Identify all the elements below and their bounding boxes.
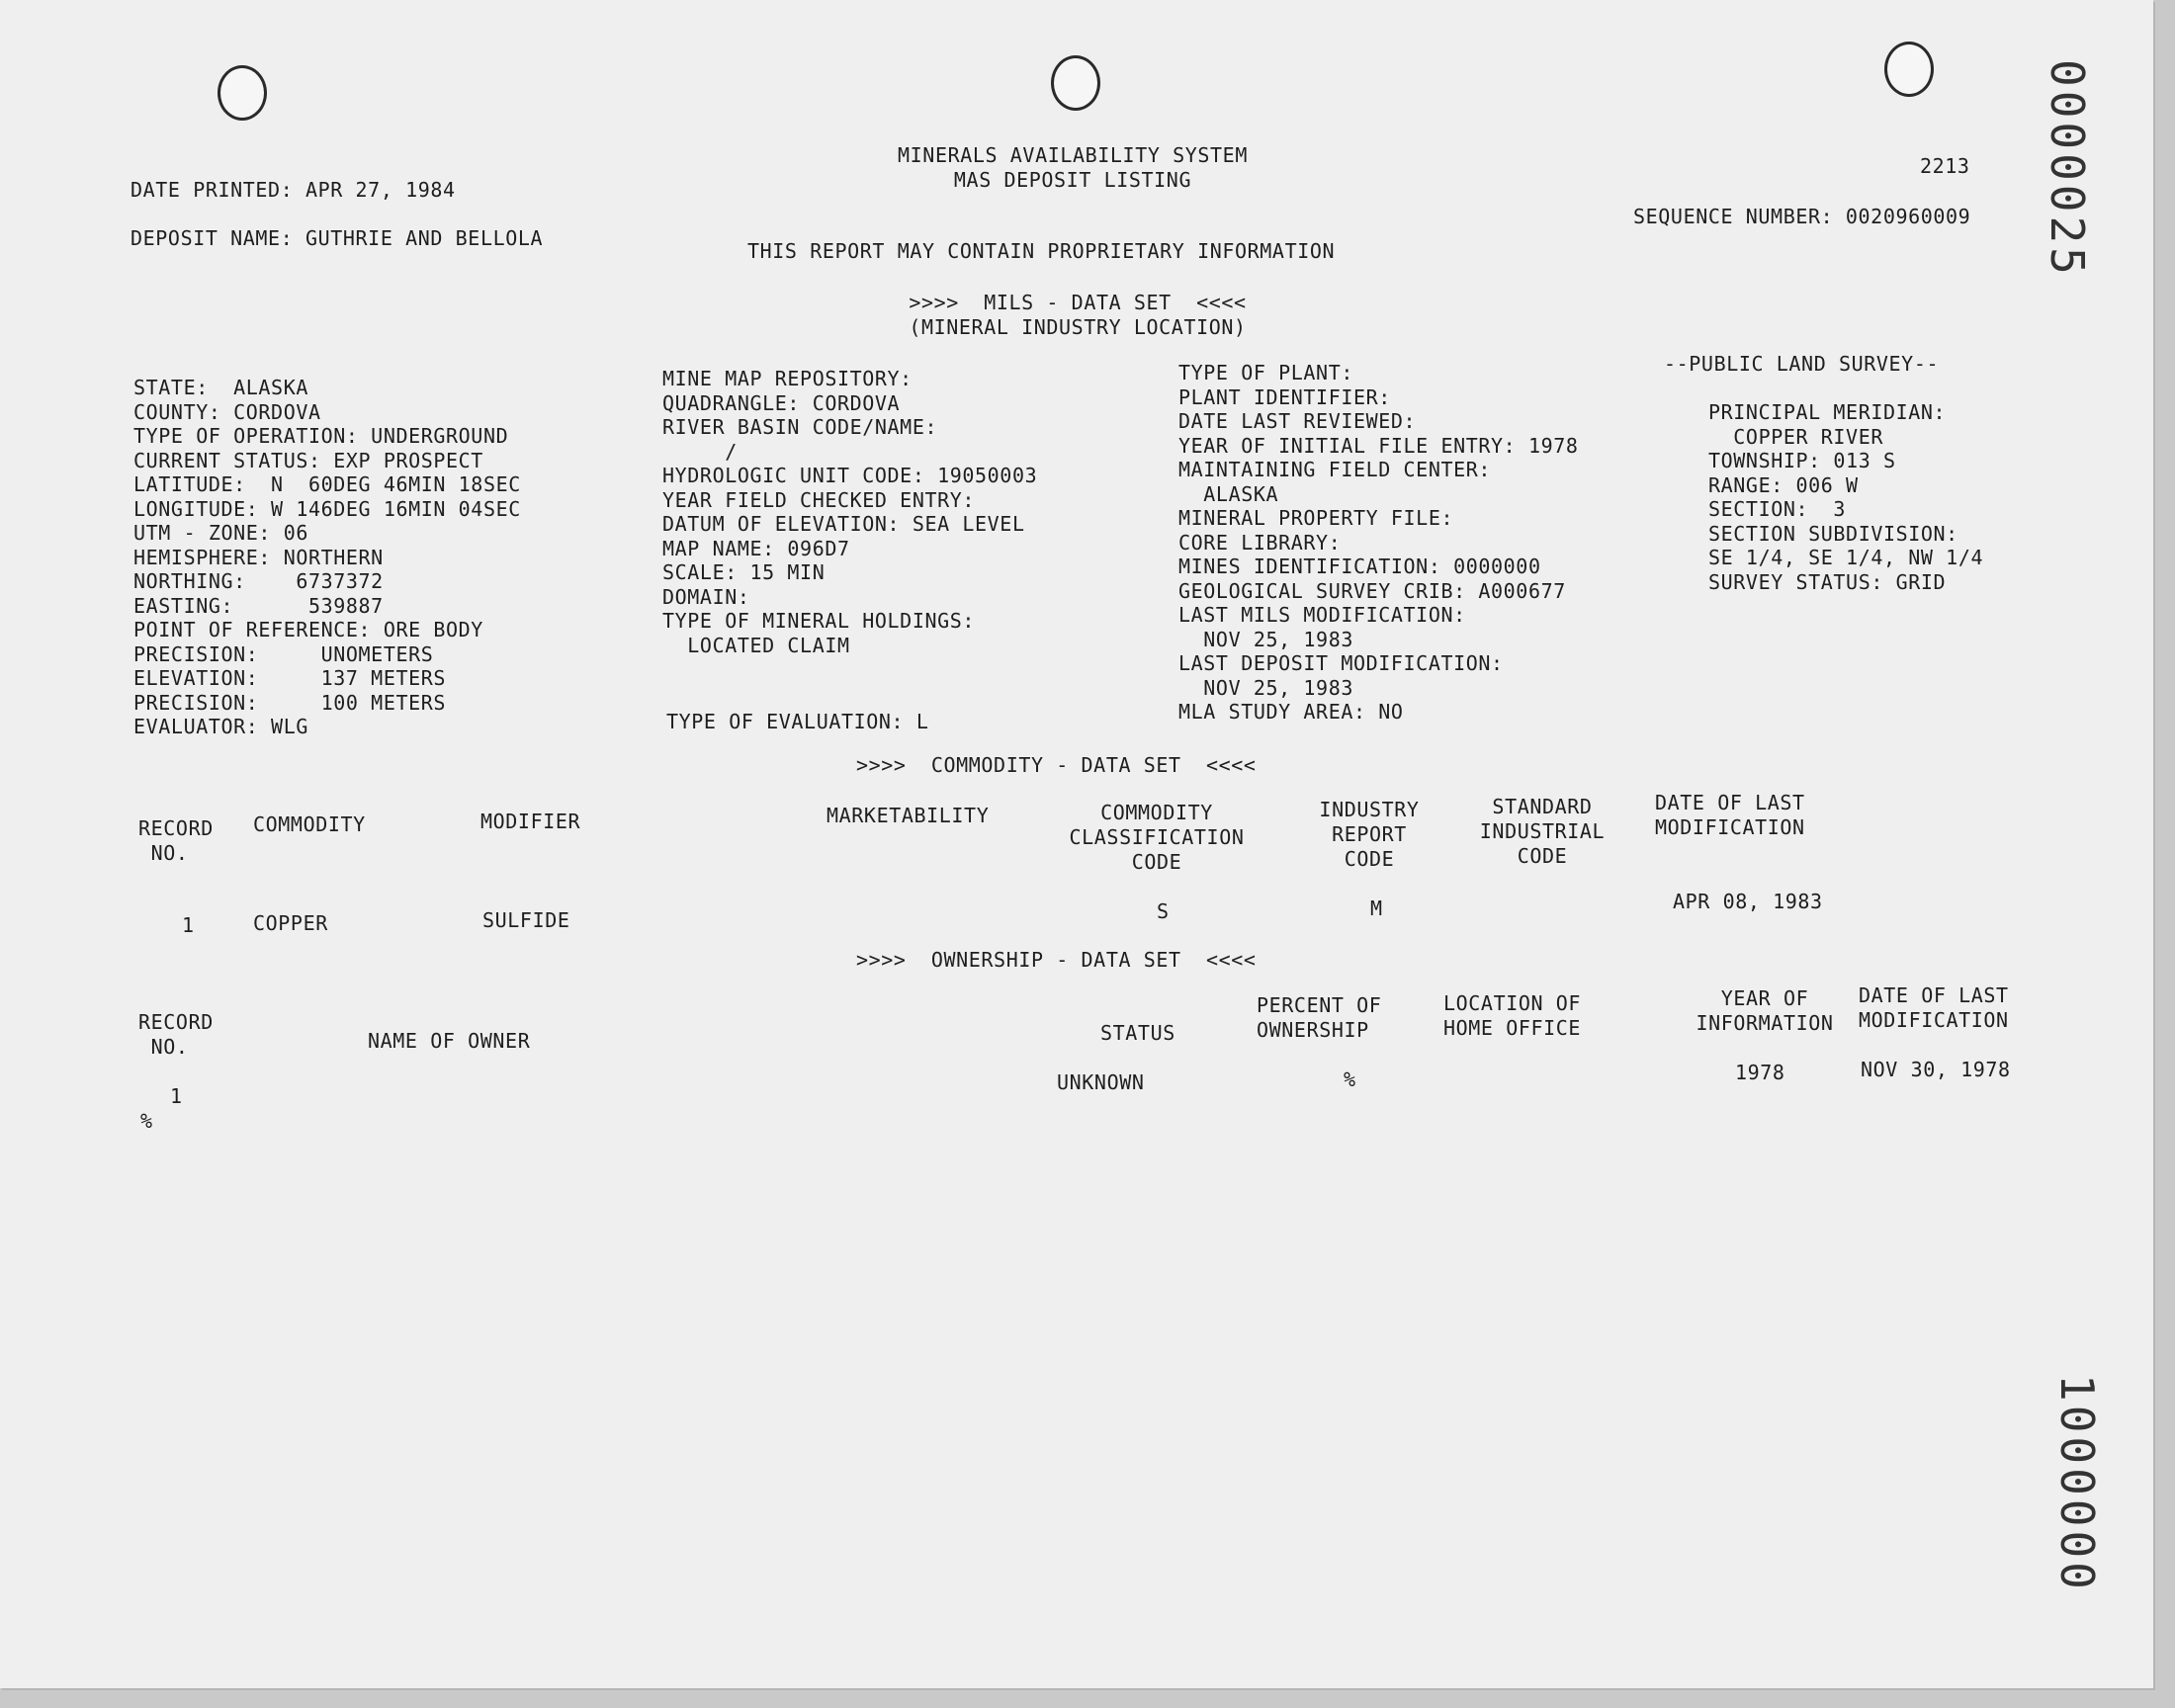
field-plant-identifier: PLANT IDENTIFIER: [1178,384,1391,409]
field-principal-meridian-value: COPPER RIVER [1708,424,1883,449]
field-date-last-reviewed: DATE LAST REVIEWED: [1178,409,1417,433]
deposit-name: DEPOSIT NAME: GUTHRIE AND BELLOLA [130,226,544,250]
field-principal-meridian: PRINCIPAL MERIDIAN: [1708,400,1947,424]
field-hemisphere: HEMISPHERE: NORTHERN [133,545,384,569]
ownership-header-record-no: RECORD NO. [138,1010,214,1059]
field-geological-survey-crib: GEOLOGICAL SURVEY CRIB: A000677 [1178,578,1566,603]
field-easting: EASTING: 539887 [133,593,384,618]
mils-section-subtitle: (MINERAL INDUSTRY LOCATION) [909,315,1247,339]
field-mineral-holdings-value: LOCATED CLAIM [662,633,850,657]
page-number: 2213 [1920,154,1970,178]
field-precision-1: PRECISION: UNOMETERS [133,641,434,666]
ownership-row-percent: % [1344,1068,1356,1091]
commodity-row-last-modification: APR 08, 1983 [1673,890,1823,913]
stamp-bottom-right: 1000000 [2050,1374,2104,1593]
commodity-header-commodity: COMMODITY [253,812,366,836]
field-map-name: MAP NAME: 096D7 [662,536,850,560]
field-river-basin: RIVER BASIN CODE/NAME: [662,415,938,439]
commodity-row-record-no: 1 [182,913,195,937]
ownership-header-location: LOCATION OF HOME OFFICE [1443,991,1582,1040]
punch-hole-center [1051,55,1100,111]
listing-title: MAS DEPOSIT LISTING [953,168,1192,192]
field-year-field-checked: YEAR FIELD CHECKED ENTRY: [662,487,976,512]
public-land-survey-title: --PUBLIC LAND SURVEY-- [1664,352,1940,376]
field-type-of-plant: TYPE OF PLANT: [1178,361,1353,384]
field-field-center-value: ALASKA [1178,481,1279,506]
field-current-status: CURRENT STATUS: EXP PROSPECT [133,448,483,472]
field-longitude: LONGITUDE: W 146DEG 16MIN 04SEC [133,496,521,521]
field-mineral-property-file: MINERAL PROPERTY FILE: [1178,506,1454,530]
commodity-row-modifier: SULFIDE [482,908,570,932]
ownership-row-percent-note: % [140,1109,153,1133]
stamp-top-right: 0000025 [2041,59,2094,279]
field-point-of-reference: POINT OF REFERENCE: ORE BODY [133,618,483,641]
commodity-header-marketability: MARKETABILITY [826,804,990,827]
punch-hole-right [1884,42,1934,97]
ownership-row-status: UNKNOWN [1057,1070,1145,1094]
ownership-header-percent: PERCENT OF OWNERSHIP [1257,993,1382,1042]
field-northing: NORTHING: 6737372 [133,569,384,593]
commodity-header-classification: COMMODITY CLASSIFICATION CODE [1069,801,1245,874]
field-scale: SCALE: 15 MIN [662,560,826,584]
field-last-mils-modification-value: NOV 25, 1983 [1178,627,1353,651]
field-section-subdivision-value: SE 1/4, SE 1/4, NW 1/4 [1708,546,1984,569]
field-maintaining-field-center: MAINTAINING FIELD CENTER: [1178,458,1492,481]
ownership-row-year: 1978 [1735,1061,1785,1084]
field-last-deposit-modification: LAST DEPOSIT MODIFICATION: [1178,651,1504,675]
field-datum-of-elevation: DATUM OF ELEVATION: SEA LEVEL [662,512,1025,536]
ownership-section-title: >>>> OWNERSHIP - DATA SET <<<< [856,948,1257,972]
field-survey-status: SURVEY STATUS: GRID [1708,569,1947,594]
field-mla-study-area: MLA STUDY AREA: NO [1178,700,1404,724]
mils-section-title: >>>> MILS - DATA SET <<<< [909,291,1247,314]
field-latitude: LATITUDE: N 60DEG 46MIN 18SEC [133,472,521,496]
commodity-header-record-no: RECORD NO. [138,816,214,865]
field-utm-zone: UTM - ZONE: 06 [133,521,308,545]
field-township: TOWNSHIP: 013 S [1708,449,1896,472]
ownership-row-last-modification: NOV 30, 1978 [1861,1058,2011,1081]
ownership-header-last-modification: DATE OF LAST MODIFICATION [1859,983,2009,1032]
field-type-of-evaluation: TYPE OF EVALUATION: L [666,710,929,733]
field-last-mils-modification: LAST MILS MODIFICATION: [1178,603,1466,627]
field-elevation: ELEVATION: 137 METERS [133,666,447,690]
date-printed: DATE PRINTED: APR 27, 1984 [130,178,456,202]
field-core-library: CORE LIBRARY: [1178,530,1342,555]
field-domain: DOMAIN: [662,584,750,609]
field-mines-identification: MINES IDENTIFICATION: 0000000 [1178,555,1541,578]
field-river-basin-value: / [662,439,738,464]
commodity-header-industry-report: INDUSTRY REPORT CODE [1319,798,1420,871]
field-section: SECTION: 3 [1708,497,1847,521]
field-type-of-operation: TYPE OF OPERATION: UNDERGROUND [133,424,509,448]
commodity-row-industry-report: M [1370,897,1383,920]
field-year-initial-entry: YEAR OF INITIAL FILE ENTRY: 1978 [1178,433,1579,458]
ownership-header-owner: NAME OF OWNER [368,1029,531,1053]
ownership-header-status: STATUS [1100,1021,1175,1045]
punch-hole-left [218,65,267,121]
field-hydrologic-unit-code: HYDROLOGIC UNIT CODE: 19050003 [662,464,1038,487]
field-precision-2: PRECISION: 100 METERS [133,690,447,715]
field-range: RANGE: 006 W [1708,472,1859,497]
commodity-row-classification: S [1157,899,1170,923]
commodity-row-commodity: COPPER [253,911,328,935]
system-title: MINERALS AVAILABILITY SYSTEM [898,143,1248,167]
field-quadrangle: QUADRANGLE: CORDOVA [662,390,901,415]
field-state: STATE: ALASKA [133,376,308,399]
field-county: COUNTY: CORDOVA [133,399,321,424]
commodity-section-title: >>>> COMMODITY - DATA SET <<<< [856,753,1257,777]
ownership-header-year: YEAR OF INFORMATION [1696,986,1834,1035]
field-evaluator: EVALUATOR: WLG [133,715,308,738]
sequence-number: SEQUENCE NUMBER: 0020960009 [1633,205,1971,228]
proprietary-notice: THIS REPORT MAY CONTAIN PROPRIETARY INFORMATION [747,239,1336,263]
commodity-header-standard-industrial: STANDARD INDUSTRIAL CODE [1479,795,1606,868]
field-mine-map-repository: MINE MAP REPOSITORY: [662,367,913,390]
field-type-of-mineral-holdings: TYPE OF MINERAL HOLDINGS: [662,609,976,633]
field-section-subdivision: SECTION SUBDIVISION: [1708,521,1958,546]
commodity-header-last-modification: DATE OF LAST MODIFICATION [1655,791,1805,839]
commodity-header-modifier: MODIFIER [480,810,581,833]
ownership-row-record-no: 1 [170,1084,183,1108]
field-last-deposit-modification-value: NOV 25, 1983 [1178,675,1353,700]
